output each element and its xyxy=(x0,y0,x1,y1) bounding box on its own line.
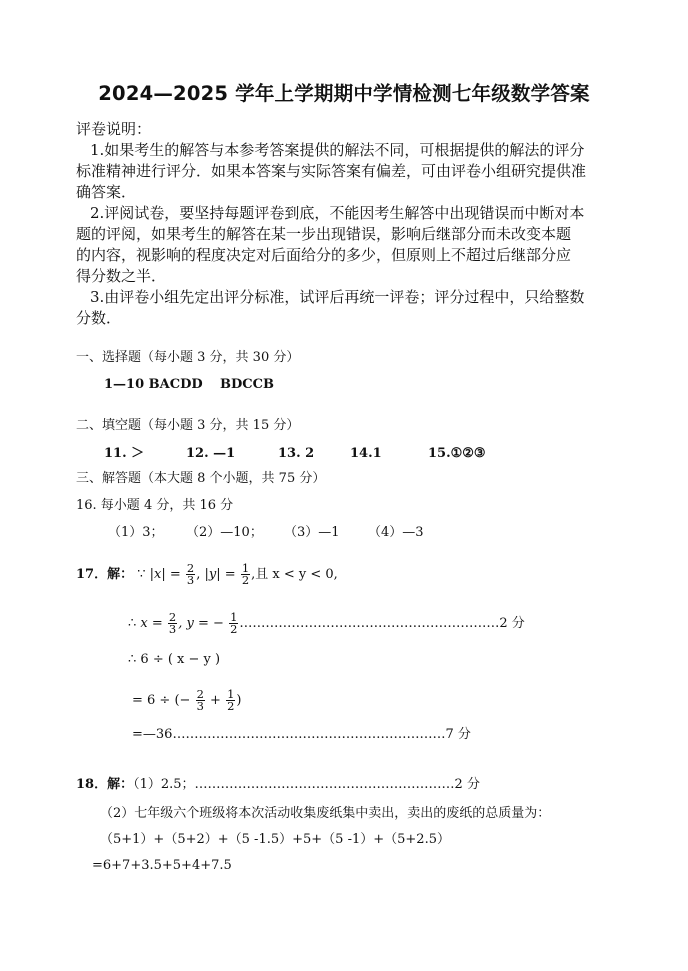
q17-expression: 6 ÷ ( x − y ) xyxy=(140,652,221,667)
fraction-one-half xyxy=(241,563,250,586)
instruction-1-line-1: 1.如果考生的解答与本参考答案提供的解法不同，可根据提供的解法的评分 xyxy=(90,141,585,159)
denominator: 3 xyxy=(186,573,195,587)
q17-y-equals: , y = − xyxy=(178,616,224,631)
q16-answer-1: （1）3； xyxy=(108,525,164,540)
numerator: 2 xyxy=(168,610,177,624)
q18-part-1-line xyxy=(76,777,480,793)
plus-sign: + xyxy=(210,693,221,708)
choice-answers-6-10: BDCCB xyxy=(220,377,274,392)
q18-score-dots-1: ……………………………………………………2 分 xyxy=(194,777,480,792)
instruction-2-line-3: 的内容，视影响的程度决定对后面给分的多少，但原则上不超过后继部分应 xyxy=(76,246,572,264)
numerator: 1 xyxy=(241,561,250,575)
section-2-heading: 二、填空题（每小题 3 分，共 15 分） xyxy=(76,418,300,433)
q17-given-line: 17．解： ∵ |x| = $\frac{2}{3}$ , |y| = $\frac{1}{2}$ ,且 x < y < 0, xyxy=(76,561,338,587)
fill-answer-14: 14.1 xyxy=(350,446,382,461)
numerator: 1 xyxy=(227,687,235,701)
therefore-symbol: ∴ xyxy=(128,616,137,631)
instruction-2-line-1: 2.评阅试卷，要坚持每题评卷到底，不能因考生解答中出现错误而中断对本 xyxy=(90,204,585,222)
q17-x-equals: x = xyxy=(140,616,163,631)
section-1-heading: 一、选择题（每小题 3 分，共 30 分） xyxy=(76,350,300,365)
q17-result: =—36 xyxy=(132,727,173,742)
fill-answer-13: 13. 2 xyxy=(278,446,315,461)
q17-step-expression xyxy=(128,652,220,668)
numerator: 2 xyxy=(196,687,204,701)
var-x: x xyxy=(154,567,162,582)
denominator: 2 xyxy=(227,699,235,713)
q17-step-values xyxy=(128,612,525,635)
section-3-heading: 三、解答题（本大题 8 个小题，共 75 分） xyxy=(76,471,326,486)
instruction-3-line-2: 分数． xyxy=(76,309,122,327)
numerator: 1 xyxy=(230,610,238,624)
document-title: 2024—2025 学年上学期期中学情检测七年级数学答案 xyxy=(98,82,590,105)
denominator: 3 xyxy=(168,622,177,636)
numerator: 2 xyxy=(186,561,195,575)
q18-part-2: （2）七年级六个班级将本次活动收集废纸集中卖出，卖出的废纸的总质量为： xyxy=(100,806,551,821)
denominator: 2 xyxy=(230,622,238,636)
instruction-1-line-3: 确答案． xyxy=(76,183,137,201)
q18-label: 18．解： xyxy=(76,777,134,792)
q16-answer-2: （2）—10； xyxy=(186,525,263,540)
fill-answer-11: 11. ＞ xyxy=(104,446,145,461)
choice-answers-1-5: 1—10 BACDD xyxy=(104,377,203,392)
denominator: 2 xyxy=(241,573,250,587)
q18-sum: =6+7+3.5+5+4+7.5 xyxy=(92,858,232,873)
var-y: y xyxy=(208,567,217,582)
q17-substitute-prefix: = 6 ÷ (− xyxy=(132,693,191,708)
q16-heading: 16. 每小题 4 分，共 16 分 xyxy=(76,498,234,513)
q17-label: 17．解： xyxy=(76,567,134,582)
q18-part-1: （1）2.5； xyxy=(133,777,195,792)
q17-result-line xyxy=(132,727,471,743)
instruction-2-line-2: 题的评阅，如果考生的解答在某一步出现错误，影响后继部分而未改变本题 xyxy=(76,225,572,243)
instruction-1-line-2: 标准精神进行评分．如果本答案与实际答案有偏差，可由评卷小组研究提供准 xyxy=(76,162,587,180)
fraction-two-thirds xyxy=(168,612,177,635)
fraction-one-half xyxy=(229,612,238,635)
fraction-one-half xyxy=(226,689,235,712)
q17-score-dots-1: ……………………………………………………2 分 xyxy=(239,616,525,631)
therefore-symbol: ∴ xyxy=(128,652,137,667)
q16-answer-3: （3）—1 xyxy=(284,525,340,540)
denominator: 3 xyxy=(196,699,204,713)
because-symbol: ∵ xyxy=(137,567,146,582)
q17-score-dots-2: ………………………………………………………7 分 xyxy=(172,727,471,742)
instructions-heading: 评卷说明： xyxy=(76,120,152,138)
q16-answer-4: （4）—3 xyxy=(368,525,424,540)
q17-substitute-suffix: ) xyxy=(236,693,242,708)
fill-answer-12: 12. —1 xyxy=(186,446,236,461)
q17-step-substitute xyxy=(132,689,241,712)
fraction-two-thirds xyxy=(186,563,195,586)
fill-answer-15: 15.①②③ xyxy=(428,446,486,461)
q17-given-tail: ,且 x < y < 0, xyxy=(251,567,338,582)
fraction-two-thirds xyxy=(196,689,205,712)
q18-expression: （5+1）+（5+2）+（5 -1.5）+5+（5 -1）+（5+2.5） xyxy=(100,832,450,847)
instruction-3-line-1: 3.由评卷小组先定出评分标准，试评后再统一评卷；评分过程中，只给整数 xyxy=(90,288,585,306)
instruction-2-line-4: 得分数之半． xyxy=(76,267,167,285)
